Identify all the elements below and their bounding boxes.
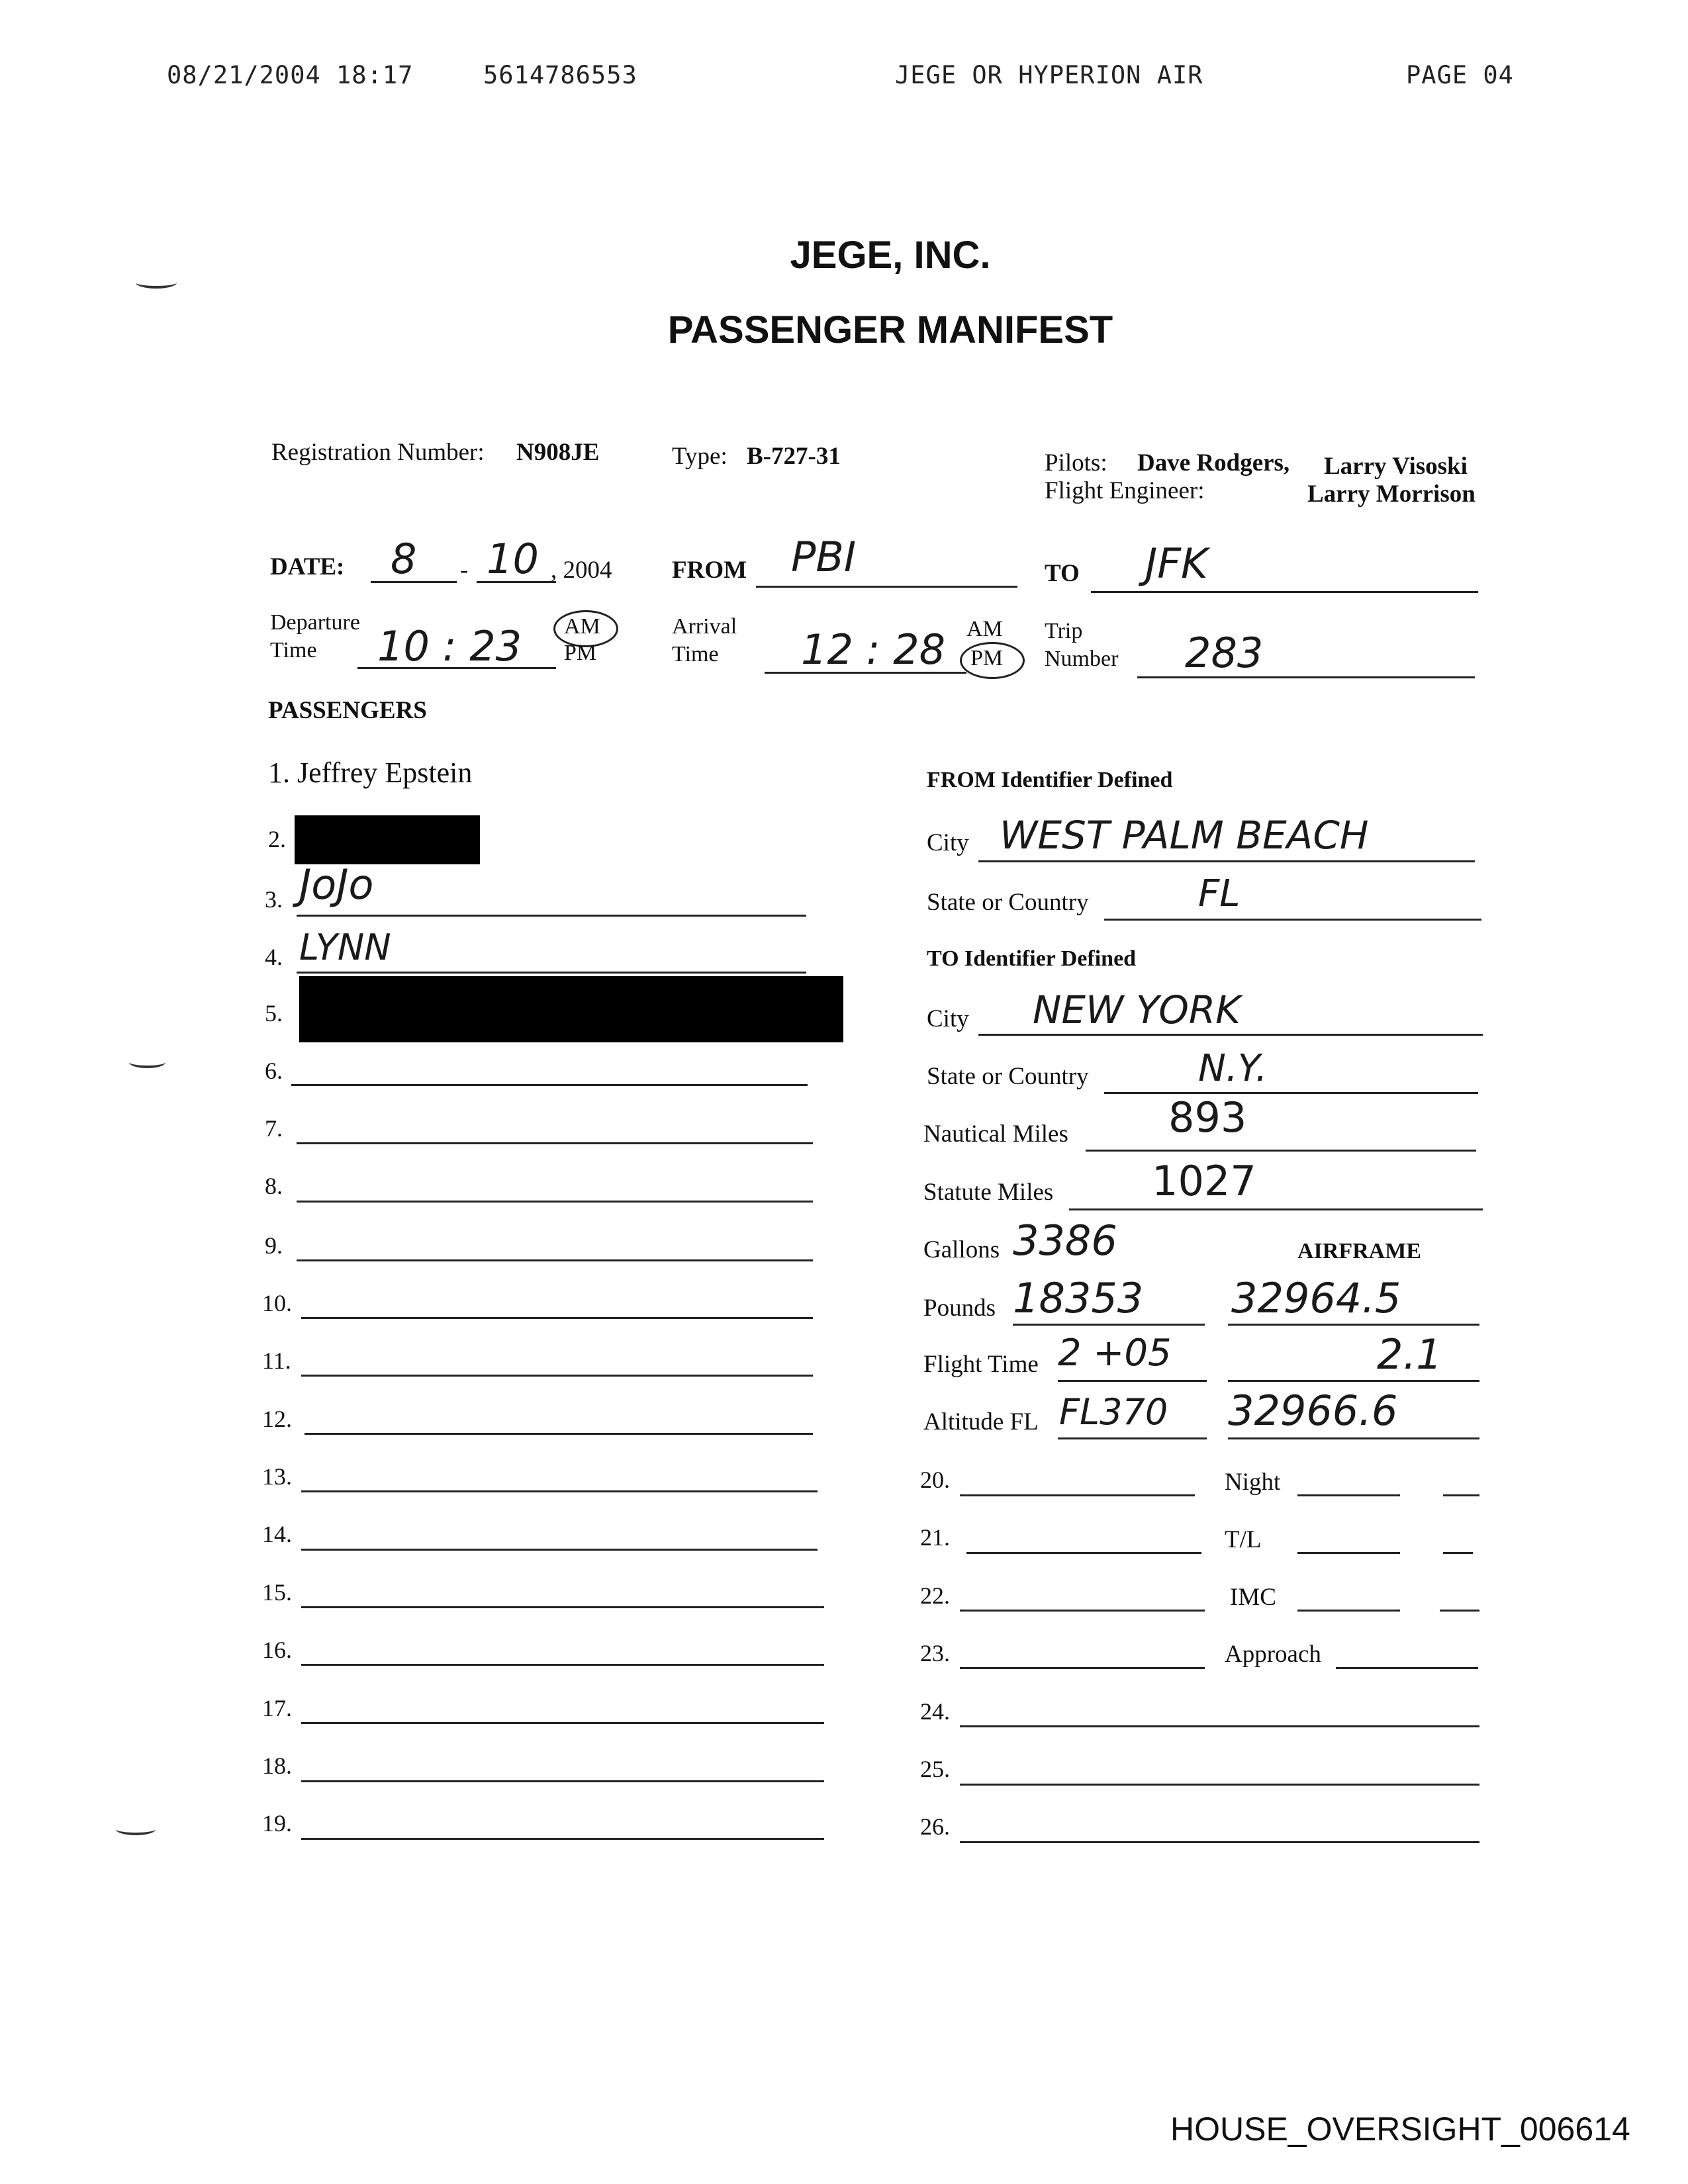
from-value: PBI	[791, 533, 857, 581]
passenger-number: 22.	[920, 1582, 950, 1609]
passenger-3-name: JoJo	[299, 860, 374, 909]
passenger-number: 1.	[268, 756, 290, 789]
fax-sender: JEGE OR HYPERION AIR	[895, 61, 1203, 89]
altitude-label: Altitude FL	[923, 1408, 1039, 1435]
passenger-number: 24.	[920, 1698, 950, 1725]
statute-miles-label: Statute Miles	[923, 1179, 1054, 1206]
date-year: , 2004	[551, 557, 612, 584]
departure-pm: PM	[564, 641, 597, 665]
statute-miles-value: 1027	[1152, 1157, 1256, 1205]
to-city-label: City	[927, 1005, 969, 1032]
passenger-number: 15.	[262, 1579, 292, 1606]
from-state-value: FL	[1198, 872, 1241, 915]
arrival-label-1: Arrival	[672, 614, 737, 639]
departure-label-1: Departure	[270, 610, 360, 635]
redaction-block	[299, 976, 843, 1042]
type-label: Type:	[672, 443, 727, 470]
scan-mark	[136, 277, 177, 289]
gallons-label: Gallons	[923, 1236, 1000, 1263]
fax-phone: 5614786553	[483, 61, 637, 89]
to-state-label: State or Country	[927, 1063, 1089, 1090]
nautical-miles-label: Nautical Miles	[923, 1120, 1068, 1148]
company-title: JEGE, INC.	[790, 234, 991, 277]
scan-mark	[116, 1823, 156, 1835]
passenger-number: 8.	[265, 1173, 283, 1199]
passenger-number: 13.	[262, 1463, 292, 1490]
flight-time-value: 2 +05	[1058, 1332, 1172, 1375]
passenger-number: 17.	[262, 1695, 292, 1721]
passenger-number: 7.	[265, 1115, 283, 1142]
imc-label: IMC	[1230, 1584, 1276, 1611]
tl-label: T/L	[1225, 1526, 1262, 1553]
passenger-4-name: LYNN	[299, 927, 391, 968]
flight-time-airframe-value: 2.1	[1377, 1330, 1442, 1379]
departure-label-2: Time	[270, 638, 317, 662]
from-state-label: State or Country	[927, 889, 1089, 916]
passenger-number: 21.	[920, 1524, 950, 1551]
from-city-label: City	[927, 829, 969, 856]
passenger-number: 11.	[262, 1347, 291, 1374]
fax-page: PAGE 04	[1406, 61, 1514, 89]
to-value: JFK	[1145, 539, 1208, 588]
from-identifier-heading: FROM Identifier Defined	[927, 768, 1173, 792]
passenger-name: Jeffrey Epstein	[297, 756, 473, 789]
arrival-label-2: Time	[672, 642, 719, 666]
passengers-heading: PASSENGERS	[268, 697, 427, 724]
pilot-1: Dave Rodgers,	[1137, 449, 1290, 477]
passenger-1	[268, 756, 472, 790]
passenger-number: 26.	[920, 1813, 950, 1840]
document-title: PASSENGER MANIFEST	[667, 308, 1113, 351]
date-month: 8	[391, 535, 417, 583]
to-state-value: N.Y.	[1198, 1047, 1268, 1090]
passenger-number: 12.	[262, 1406, 292, 1432]
night-label: Night	[1225, 1469, 1281, 1496]
passenger-number: 4.	[265, 944, 283, 970]
passenger-number: 23.	[920, 1640, 950, 1666]
arrival-time: 12 : 28	[801, 625, 946, 674]
date-day: 10	[487, 535, 539, 583]
altitude-value: FL370	[1059, 1391, 1168, 1433]
bates-number: HOUSE_OVERSIGHT_006614	[1170, 2111, 1630, 2148]
passenger-number: 19.	[262, 1810, 292, 1837]
engineer-value: Larry Morrison	[1307, 480, 1476, 508]
pounds-value: 18353	[1013, 1274, 1144, 1322]
passenger-number: 9.	[265, 1232, 283, 1259]
scan-mark	[129, 1056, 165, 1068]
to-label: TO	[1045, 560, 1080, 587]
arrival-am: AM	[966, 617, 1003, 641]
passenger-number: 10.	[262, 1290, 292, 1316]
passenger-number: 5.	[265, 1000, 283, 1026]
nautical-miles-value: 893	[1168, 1093, 1247, 1142]
passenger-number: 3.	[265, 886, 283, 913]
pilot-2: Larry Visoski	[1324, 453, 1468, 480]
to-city-value: NEW YORK	[1033, 987, 1241, 1032]
arrival-pm: PM	[970, 646, 1004, 670]
fax-datetime: 08/21/2004 18:17	[167, 61, 414, 89]
departure-time: 10 : 23	[377, 622, 522, 670]
passenger-number: 18.	[262, 1752, 292, 1779]
type-value: B-727-31	[747, 443, 841, 470]
date-label: DATE:	[270, 553, 345, 580]
registration-value: N908JE	[516, 439, 600, 466]
passenger-number: 25.	[920, 1756, 950, 1782]
pounds-label: Pounds	[923, 1295, 996, 1322]
departure-am: AM	[564, 614, 600, 639]
engineer-label: Flight Engineer:	[1045, 477, 1205, 504]
altitude-airframe-value: 32966.6	[1228, 1387, 1398, 1435]
trip-label-2: Number	[1045, 647, 1119, 671]
trip-number: 283	[1185, 629, 1264, 677]
redaction-block	[295, 815, 480, 864]
passenger-number: 20.	[920, 1467, 950, 1493]
airframe-label: AIRFRAME	[1297, 1239, 1421, 1263]
to-identifier-heading: TO Identifier Defined	[927, 946, 1137, 971]
pounds-airframe-value: 32964.5	[1231, 1274, 1401, 1322]
passenger-number: 6.	[265, 1058, 283, 1084]
trip-label-1: Trip	[1045, 619, 1083, 643]
approach-label: Approach	[1225, 1641, 1321, 1668]
from-label: FROM	[672, 557, 747, 584]
passenger-number: 2.	[268, 826, 286, 852]
date-separator: -	[460, 557, 469, 584]
flight-time-label: Flight Time	[923, 1351, 1039, 1378]
gallons-value: 3386	[1013, 1216, 1117, 1265]
registration-label: Registration Number:	[271, 439, 485, 466]
passenger-number: 16.	[262, 1637, 292, 1663]
passenger-number: 14.	[262, 1521, 292, 1547]
from-city-value: WEST PALM BEACH	[1000, 813, 1369, 858]
pilots-label: Pilots:	[1045, 449, 1107, 477]
